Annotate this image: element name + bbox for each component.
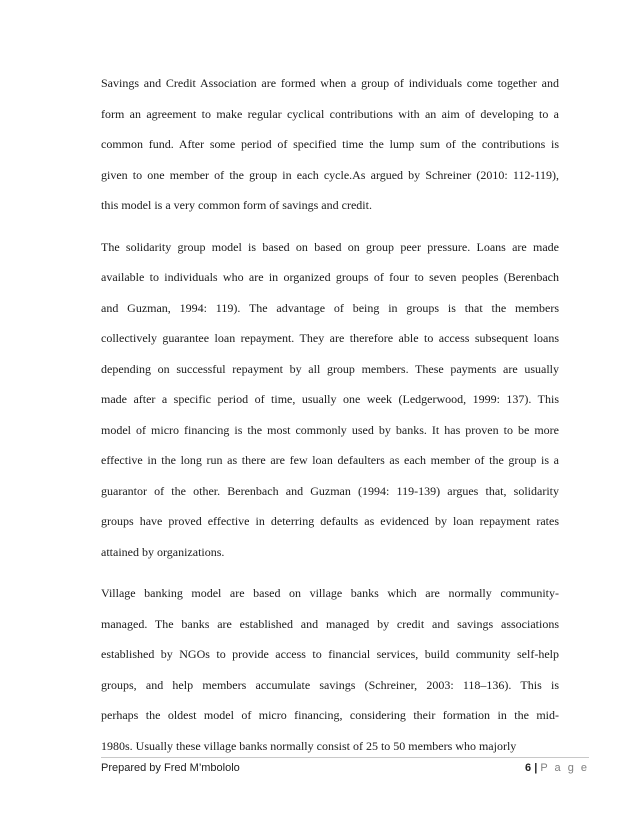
footer-author: Prepared by Fred M’mbololo [101,762,240,774]
text-line: this model is a very common form of savings and credit. [101,198,372,212]
text-line: guarantor of the other. Berenbach and Guzman (1994: 119-139) argues that, solidarity [101,483,559,498]
text-line: model of micro financing is the most commonly used by banks. It has proven to be more [101,422,559,437]
paragraph [101,578,559,761]
text-line: Village banking model are based on village banks which are normally community- [101,586,559,600]
paragraph [101,232,559,568]
text-line: given to one member of the group in each cycle.As argued by Schreiner (2010: 112-119), [101,167,559,182]
document-body [101,68,559,772]
text-line: managed. The banks are established and managed by credit and savings associations [101,616,559,631]
text-line: made after a specific period of time, usually one week (Ledgerwood, 1999: 137). This [101,392,559,406]
text-line: Savings and Credit Association are formed when a group of individuals come together and [101,76,559,90]
text-line: The solidarity group model is based on based on group peer pressure. Loans are made [101,239,559,254]
text-line: collectively guarantee loan repayment. They are therefore able to access subsequent loans [101,331,559,345]
text-line: perhaps the oldest model of micro financing, considering their formation in the mid- [101,708,559,722]
page-separator: | [534,762,538,774]
text-line: established by NGOs to provide access to financial services, build community self-help [101,647,559,661]
page-footer [101,757,589,774]
page-label: P a g e [540,762,589,774]
paragraph [101,68,559,221]
text-line: groups have proved effective in deterring defaults as evidenced by loan repayment rates [101,514,559,528]
page-number: 6 [525,762,532,774]
text-line: attained by organizations. [101,544,225,559]
text-line: groups, and help members accumulate savings (Schreiner, 2003: 118–136). This is [101,677,559,692]
text-line: common fund. After some period of specified time the lump sum of the contributions is [101,137,559,151]
text-line: depending on successful repayment by all group members. These payments are usually [101,361,559,376]
text-line: available to individuals who are in organized groups of four to seven peoples (Berenbach [101,270,559,284]
text-line: and Guzman, 1994: 119). The advantage of being in groups is that the members [101,300,559,315]
text-line: form an agreement to make regular cyclical contributions with an aim of developing to a [101,106,559,121]
text-line: 1980s. Usually these village banks normally consist of 25 to 50 members who majorly [101,738,517,753]
footer-page-indicator [525,762,589,774]
text-line: effective in the long run as there are few loan defaulters as each member of the group is a [101,453,559,467]
